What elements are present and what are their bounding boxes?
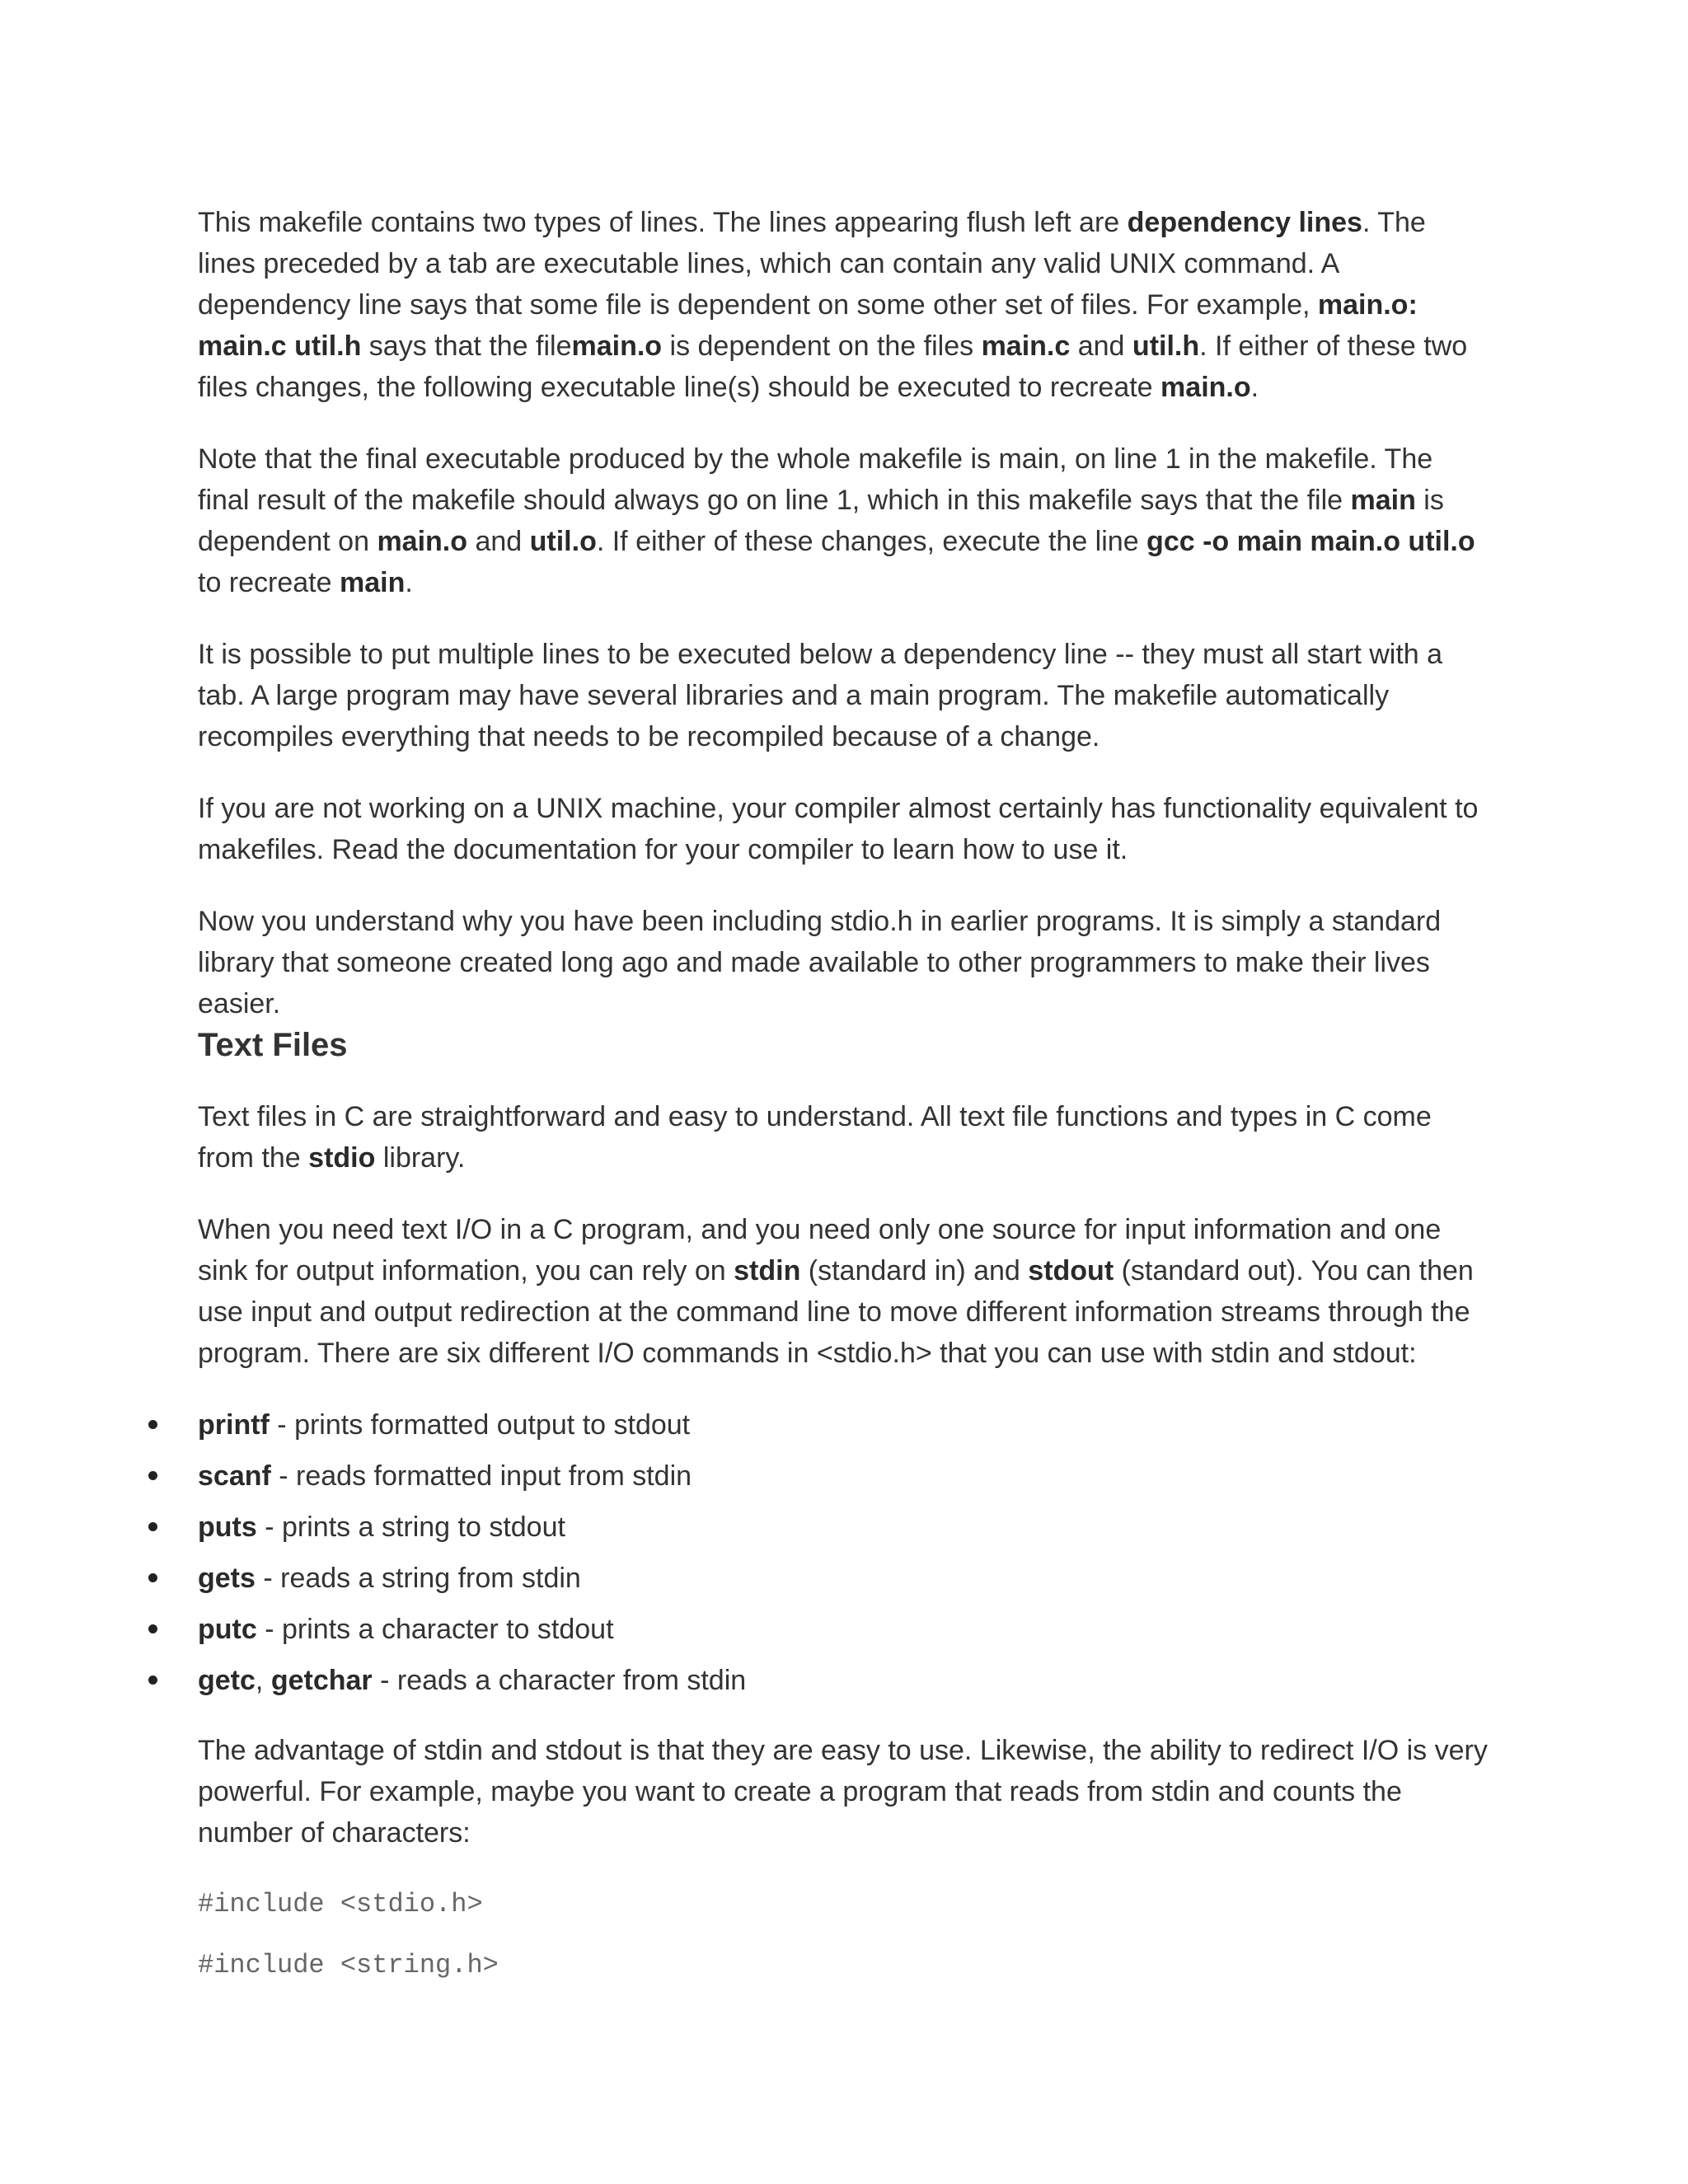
- code-line-include-stdio: #include <stdio.h>: [198, 1889, 483, 1919]
- stdio-explanation-paragraph: Now you understand why you have been including stdio.h in earlier programs. It is simply a standard library that someone created long ago and made available to other programmers to make their lives easier.: [198, 906, 1442, 1019]
- command-name: scanf: [198, 1460, 271, 1492]
- section-heading-text-files: Text Files: [198, 1027, 348, 1063]
- bold-term: main: [1350, 485, 1416, 516]
- makefile-dependency-paragraph: [198, 202, 1490, 408]
- text-run: .: [1250, 372, 1259, 403]
- io-commands-list: [198, 1404, 1490, 1701]
- text-run: . The lines preceded by a tab are executable lines, which can contain any valid UNIX command. A dependency line says that some file is dependent on some other set of files. For example,: [198, 207, 1426, 321]
- command-name: getc: [198, 1665, 256, 1696]
- code-line-include-string: #include <string.h>: [198, 1950, 499, 1980]
- bold-term: main.o: [1160, 372, 1251, 403]
- text-run: When you need text I/O in a C program, and you need only one source for input information and one sink for output information, you can rely on: [198, 1214, 1442, 1286]
- bold-term: main.o: [571, 330, 663, 362]
- bullet-icon: [148, 1624, 157, 1633]
- text-files-intro-paragraph: [198, 1096, 1490, 1179]
- command-name: gets: [198, 1563, 256, 1594]
- bold-term: main.c: [981, 330, 1071, 362]
- text-run: (standard in) and: [800, 1255, 1029, 1286]
- command-description: - reads a character from stdin: [372, 1665, 747, 1696]
- command-description: - prints a character to stdout: [256, 1614, 614, 1645]
- bold-term: main: [339, 567, 406, 598]
- list-item: [198, 1609, 1490, 1650]
- text-run: .: [405, 567, 413, 598]
- bold-term: util.h: [1132, 330, 1200, 362]
- list-item: [198, 1507, 1490, 1548]
- advantage-paragraph: The advantage of stdin and stdout is that they are easy to use. Likewise, the ability to redirect I/O is very powerful. For example, maybe you want to create a program that reads from stdin and counts the number of characters:: [198, 1735, 1488, 1849]
- multiple-lines-paragraph: It is possible to put multiple lines to be executed below a dependency line -- they must all start with a tab. A large program may have several libraries and a main program. The makefile automatically recompiles everything that needs to be recompiled because of a change.: [198, 639, 1443, 752]
- text-run: says that the file: [361, 330, 572, 362]
- list-item: [198, 1404, 1490, 1446]
- stdin-stdout-paragraph: [198, 1209, 1490, 1374]
- text-run: is dependent on: [198, 485, 1444, 557]
- text-run: is dependent on the files: [662, 330, 982, 362]
- command-name: getchar: [270, 1665, 373, 1696]
- bullet-icon: [148, 1420, 157, 1429]
- command-description: - reads a string from stdin: [255, 1563, 581, 1594]
- text-run: and: [1070, 330, 1132, 362]
- command-name: puts: [198, 1511, 257, 1543]
- list-item: [198, 1558, 1490, 1599]
- bold-term: util.o: [529, 526, 597, 557]
- command-description: - prints a string to stdout: [256, 1511, 565, 1543]
- text-run: This makefile contains two types of lines. The lines appearing flush left are: [198, 207, 1128, 238]
- bold-term: stdout: [1028, 1255, 1114, 1286]
- final-executable-paragraph: [198, 438, 1490, 603]
- command-separator: ,: [255, 1665, 271, 1696]
- non-unix-paragraph: If you are not working on a UNIX machine, your compiler almost certainly has functionality equivalent to makefiles. Read the documentation for your compiler to learn how to use it.: [198, 793, 1479, 865]
- bullet-icon: [148, 1573, 157, 1582]
- bullet-icon: [148, 1522, 157, 1531]
- command-name: putc: [198, 1614, 257, 1645]
- bold-term: stdio: [308, 1142, 376, 1174]
- text-run: (standard out). You can then use input and output redirection at the command line to move different information streams through the program. There are six different I/O commands in <stdio.h> that you can use with stdin and stdout:: [198, 1255, 1474, 1369]
- command-description: - reads formatted input from stdin: [270, 1460, 692, 1492]
- bullet-icon: [148, 1675, 157, 1685]
- bold-term: stdin: [734, 1255, 801, 1286]
- text-run: . If either of these changes, execute the line: [596, 526, 1147, 557]
- text-run: . If either of these two files changes, the following executable line(s) should be executed to recreate: [198, 330, 1468, 403]
- bold-term: main.o: [377, 526, 468, 557]
- bold-term: main.o: main.c util.h: [198, 289, 1418, 362]
- command-description: - prints formatted output to stdout: [269, 1409, 691, 1441]
- text-run: library.: [375, 1142, 466, 1174]
- list-item: [198, 1660, 1490, 1701]
- bullet-icon: [148, 1471, 157, 1480]
- bold-term: gcc -o main main.o util.o: [1146, 526, 1475, 557]
- text-run: Note that the final executable produced by the whole makefile is main, on line 1 in the makefile. The final result of the makefile should always go on line 1, which in this makefile says that the file: [198, 443, 1433, 516]
- bold-term: dependency lines: [1127, 207, 1362, 238]
- list-item: [198, 1455, 1490, 1497]
- document-body: [198, 202, 1490, 2006]
- text-run: and: [467, 526, 530, 557]
- text-run: to recreate: [198, 567, 340, 598]
- text-run: Text files in C are straightforward and easy to understand. All text file functions and types in C come from the: [198, 1101, 1432, 1174]
- command-name: printf: [198, 1409, 270, 1441]
